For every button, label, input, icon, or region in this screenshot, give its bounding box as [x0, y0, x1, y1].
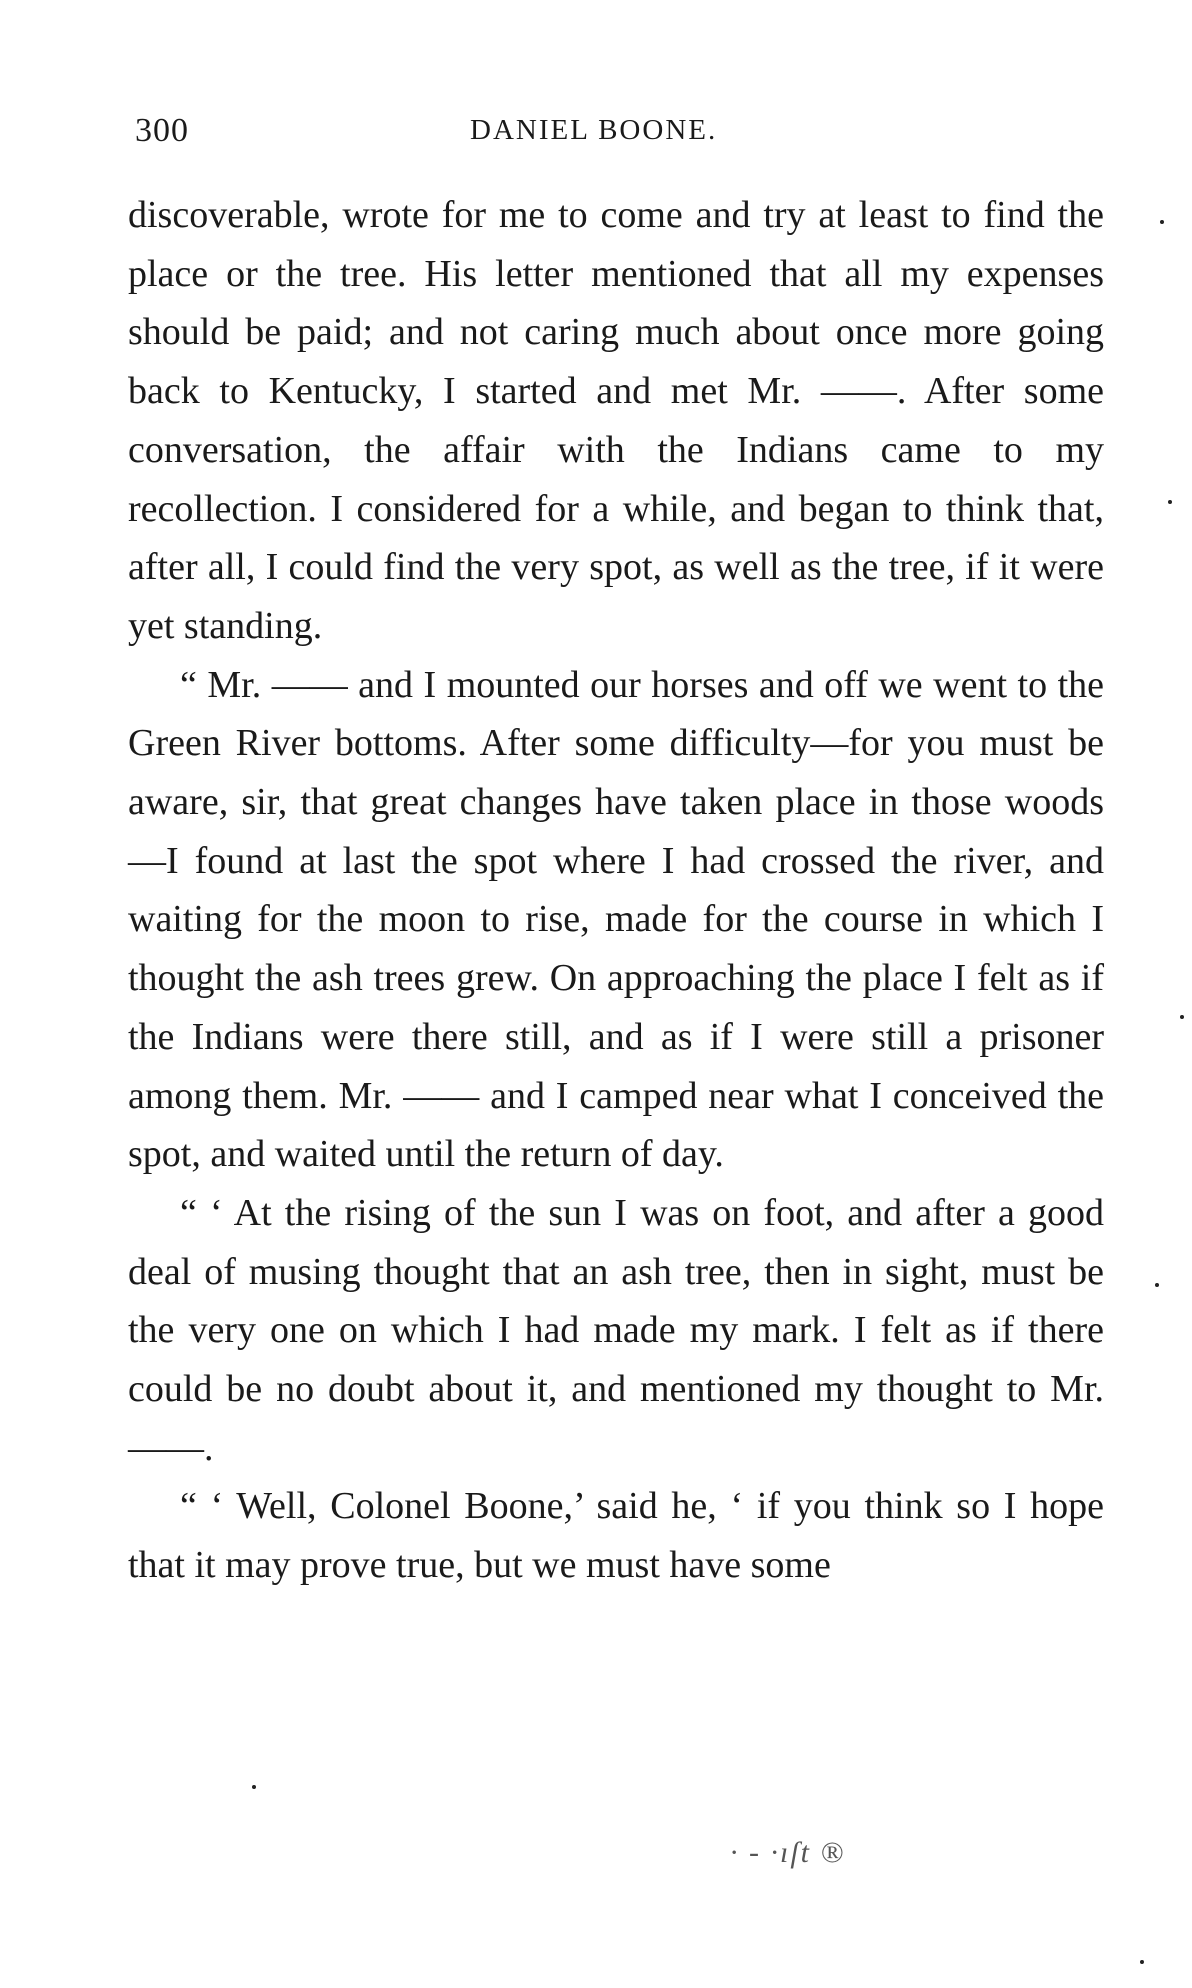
paragraph-3: “ ‘ At the rising of the sun I was on foot, and after a good deal of musing thought that an ash tree, then in sight, must be the very one on which I had made my mark. I felt as if there could be no doubt about it, and mentioned my thought to Mr. ——. [128, 1191, 1104, 1469]
library-imprint: · - ·ıſt ® [730, 1836, 846, 1869]
page-header [135, 112, 1095, 160]
print-speck [1180, 1015, 1184, 1019]
print-speck [1168, 500, 1172, 504]
body-text [128, 186, 1104, 1595]
print-speck [252, 1785, 256, 1789]
running-head: DANIEL BOONE. [470, 114, 718, 146]
paragraph-1: discoverable, wrote for me to come and try at least to find the place or the tree. His letter mentioned that all my expenses should be paid; and not caring much about once more going back to Kentucky, I started and met Mr. ——. After some conversation, the affair with the Indians came to my recollection. I considered for a while, and began to think that, after all, I could find the very spot, as well as the tree, if it were yet standing. [128, 194, 1104, 647]
paragraph-2: “ Mr. —— and I mounted our horses and off we went to the Green River bottoms. After some difficulty—for you must be aware, sir, that great changes have taken place in those woods—I found at last the spot where I had crossed the river, and waiting for the moon to rise, made for the course in which I thought the ash trees grew. On approaching the place I felt as if the Indians were there still, and as if I were still a prisoner among them. Mr. —— and I camped near what I conceived the spot, and waited until the return of day. [128, 663, 1104, 1176]
print-speck [1140, 1960, 1144, 1964]
page-number: 300 [135, 112, 189, 149]
print-speck [1160, 220, 1164, 224]
print-speck [1155, 1283, 1159, 1287]
paragraph-4: “ ‘ Well, Colonel Boone,’ said he, ‘ if you think so I hope that it may prove true, but we must have some [128, 1485, 1104, 1587]
